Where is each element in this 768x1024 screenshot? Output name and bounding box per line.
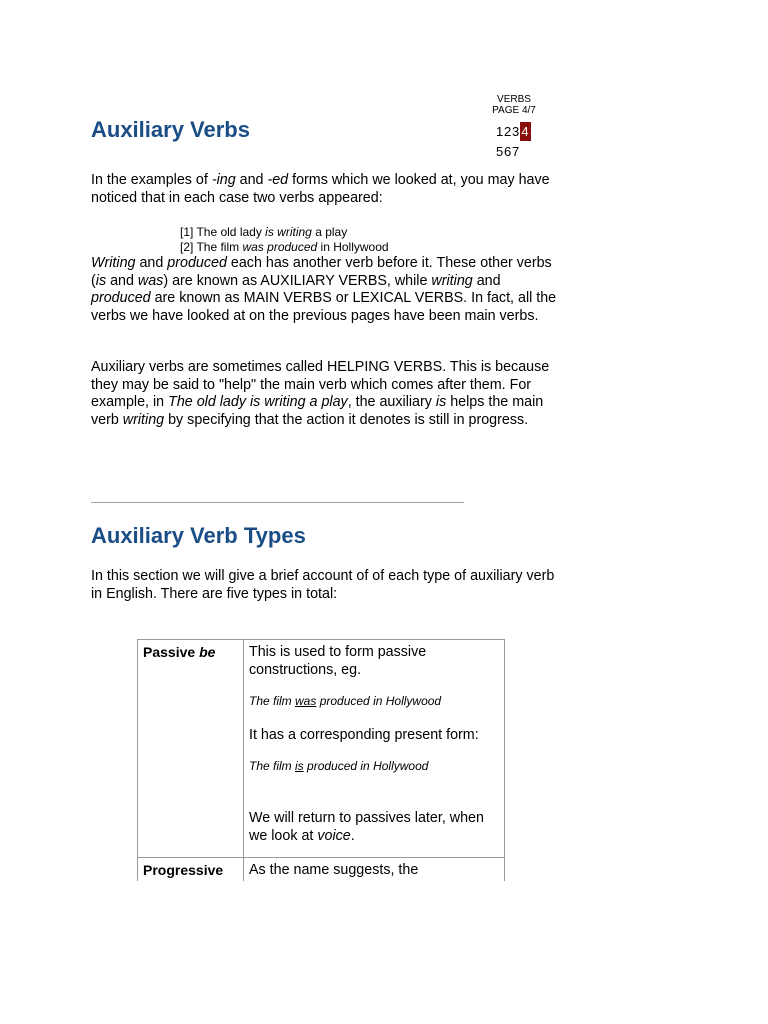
type-description-cell — [244, 640, 505, 858]
text: are known as MAIN VERBS or LEXICAL VERBS. In fact, all the verbs we have looked at on the previous pages have been main verbs. — [91, 290, 557, 324]
text: be — [199, 644, 216, 660]
text: was — [137, 272, 164, 289]
text: is — [295, 759, 304, 774]
page-row-2 — [496, 142, 531, 162]
text: Passive — [143, 644, 200, 660]
page-link-2[interactable]: 2 — [504, 124, 513, 139]
text: is — [435, 394, 447, 411]
example-2 — [180, 240, 389, 255]
text: ) are known as AUXILIARY VERBS, while — [163, 272, 432, 289]
text: is — [95, 272, 107, 289]
type-name-cell — [138, 858, 244, 882]
text: and — [106, 272, 138, 289]
auxiliary-types-table — [137, 639, 505, 881]
example-sentences — [180, 225, 389, 254]
text: and — [135, 255, 168, 271]
page-link-1[interactable]: 1 — [496, 124, 505, 139]
text: The film — [249, 694, 296, 709]
text: Writing — [91, 255, 136, 271]
text: [1] The old lady — [180, 225, 266, 239]
text: writing — [431, 272, 473, 289]
text: We will return to passives later, when we look at — [249, 809, 484, 844]
page-link-5[interactable]: 5 — [496, 144, 505, 159]
text: by specifying that the action it denotes is still in progress. — [164, 411, 529, 428]
helping-verbs-paragraph — [91, 359, 561, 429]
type-name-cell — [138, 640, 244, 858]
description-text — [249, 810, 499, 845]
text: and — [472, 272, 501, 289]
table-row — [138, 640, 505, 858]
example-1 — [180, 225, 389, 240]
text: Auxiliary verbs are sometimes called HELPING VERBS. This is because they may be said to "help" the main verb which comes after them. For example, in — [91, 359, 550, 411]
text: Progressive — [143, 862, 224, 878]
example-verb: was produced — [242, 239, 318, 254]
text: produced — [91, 290, 151, 307]
page-link-7[interactable]: 7 — [512, 144, 521, 159]
text: In the examples of — [91, 172, 212, 188]
example-sentence — [249, 693, 499, 711]
description-text: This is used to form passive constructions, eg. — [249, 644, 427, 678]
example-sentence — [249, 758, 499, 776]
text-ing: -ing — [211, 172, 236, 188]
current-page: 4 — [521, 124, 530, 139]
page-row-1 — [496, 122, 531, 142]
text: produced in Hollywood — [303, 759, 429, 774]
table-row — [138, 858, 505, 882]
page-navigation — [496, 122, 531, 162]
text: . — [350, 827, 355, 844]
text: voice — [317, 827, 351, 844]
page-indicator: PAGE 4/7 — [492, 105, 536, 116]
page-link-6[interactable]: 6 — [504, 144, 513, 159]
section-title-auxiliary-verb-types: Auxiliary Verb Types — [91, 523, 306, 548]
types-intro-paragraph — [91, 568, 561, 603]
auxiliary-paragraph — [91, 255, 561, 325]
text: produced in Hollywood — [316, 694, 442, 709]
description-text: As the name suggests, the — [249, 862, 419, 878]
text: writing — [122, 411, 165, 428]
text: helps the main verb — [91, 394, 544, 428]
section-label — [484, 94, 544, 116]
text-ed: -ed — [267, 172, 289, 188]
example-verb: is writing — [265, 225, 312, 239]
auxiliary-types-table-viewport — [137, 639, 511, 881]
section-title-auxiliary-verbs: Auxiliary Verbs — [91, 117, 250, 142]
text: The film — [249, 759, 296, 774]
text: , the auxiliary — [347, 394, 436, 411]
intro-paragraph — [91, 172, 561, 207]
section-name: VERBS — [497, 94, 531, 105]
type-description-cell — [244, 858, 505, 882]
text: each has another verb before it. These other verbs ( — [91, 255, 552, 289]
text: was — [295, 694, 317, 709]
text: a play — [311, 225, 348, 239]
text: and — [235, 172, 268, 188]
text: forms which we looked at, you may have noticed that in each case two verbs appeared: — [91, 172, 550, 206]
text: In this section we will give a brief account of of each type of auxiliary verb in English. There are five types in total: — [91, 568, 555, 602]
description-text: It has a corresponding present form: — [249, 726, 479, 743]
text: in Hollywood — [317, 239, 389, 254]
text: produced — [167, 255, 227, 271]
text: The old lady is writing a play — [168, 394, 348, 411]
section-divider — [91, 502, 464, 503]
page-link-3[interactable]: 3 — [512, 124, 521, 139]
text: [2] The film — [180, 239, 243, 254]
